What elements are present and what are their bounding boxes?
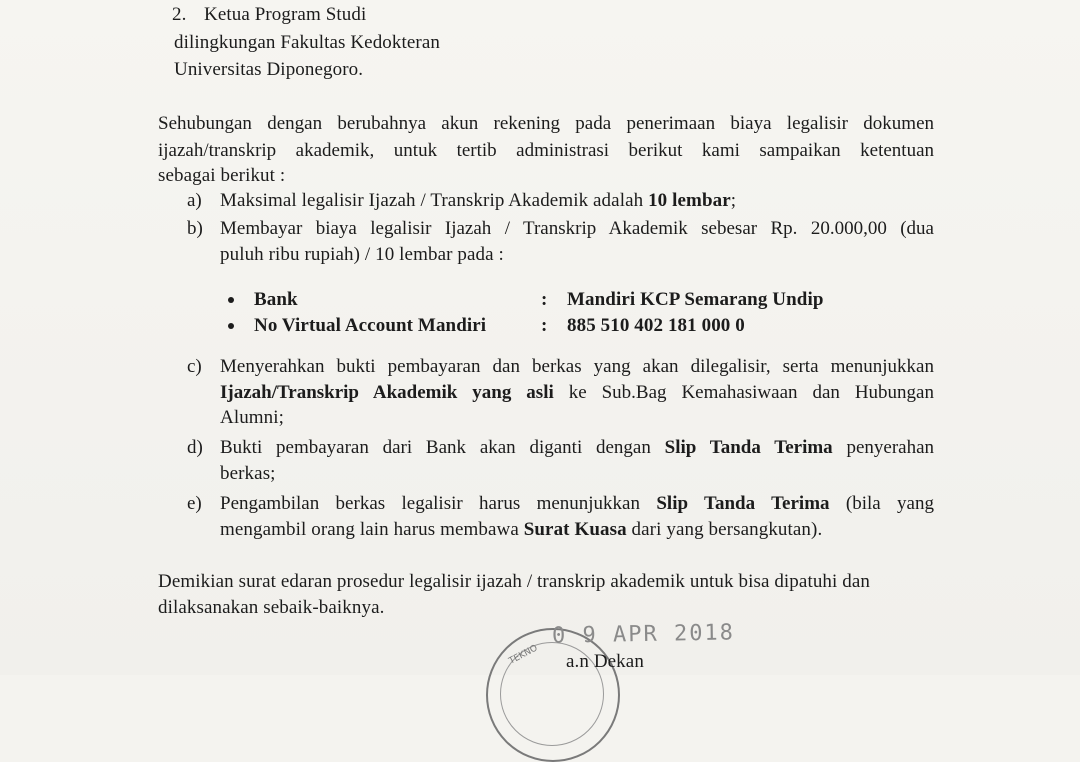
closing-line-1: Demikian surat edaran prosedur legalisir ijazah / transkrip akademik untuk bisa dipatuhi dan [158, 571, 870, 592]
item-e-marker: e) [187, 493, 202, 514]
item-c-line-1: Menyerahkan bukti pembayaran dan berkas yang akan dilegalisir, serta menunjukkan [220, 356, 934, 377]
header-line-1: Ketua Program Studi [204, 4, 367, 25]
item-b-line-1: Membayar biaya legalisir Ijazah / Transkrip Akademik sebesar Rp. 20.000,00 (dua [220, 218, 934, 239]
date-stamp: 0 9 APR 2018 [551, 620, 736, 649]
item-c-line-3: Alumni; [220, 407, 285, 428]
bullet-icon [228, 323, 234, 329]
intro-line-2: ijazah/transkrip akademik, untuk tertib administrasi berikut kami sampaikan ketentuan [158, 140, 934, 161]
item-d-line-1: Bukti pembayaran dari Bank akan diganti dengan Slip Tanda Terima penyerahan [220, 437, 935, 458]
bullet-icon [228, 297, 234, 303]
signature-line-1: a.n Dekan [566, 651, 644, 672]
payment-sep-bank: : [541, 289, 548, 310]
item-c-marker: c) [187, 356, 202, 377]
item-a-marker: a) [187, 190, 202, 211]
seal-text: TEKNO [507, 643, 540, 667]
header-line-3: Universitas Diponegoro. [174, 59, 364, 80]
intro-line-1: Sehubungan dengan berubahnya akun rekening pada penerimaan biaya legalisir dokumen [158, 113, 934, 134]
payment-value-bank: Mandiri KCP Semarang Undip [567, 289, 824, 310]
payment-value-va: 885 510 402 181 000 0 [567, 315, 745, 336]
item-d-marker: d) [187, 437, 203, 458]
item-e-line-2: mengambil orang lain harus membawa Surat Kuasa dari yang bersangkutan). [220, 519, 823, 540]
payment-label-bank: Bank [254, 289, 298, 310]
intro-line-3: sebagai berikut : [158, 165, 286, 186]
item-c-line-2: Ijazah/Transkrip Akademik yang asli ke Sub.Bag Kemahasiwaan dan Hubungan [220, 382, 934, 403]
payment-label-va: No Virtual Account Mandiri [254, 315, 487, 336]
item-d-line-2: berkas; [220, 463, 276, 484]
header-line-2: dilingkungan Fakultas Kedokteran [174, 32, 440, 53]
item-b-line-2: puluh ribu rupiah) / 10 lembar pada : [220, 244, 504, 265]
closing-line-2: dilaksanakan sebaik-baiknya. [158, 597, 385, 618]
header-number: 2. [172, 4, 187, 25]
payment-sep-va: : [541, 315, 548, 336]
item-b-marker: b) [187, 218, 203, 239]
item-e-line-1: Pengambilan berkas legalisir harus menunjukkan Slip Tanda Terima (bila yang [220, 493, 934, 514]
item-a-text: Maksimal legalisir Ijazah / Transkrip Akademik adalah 10 lembar; [220, 190, 737, 211]
